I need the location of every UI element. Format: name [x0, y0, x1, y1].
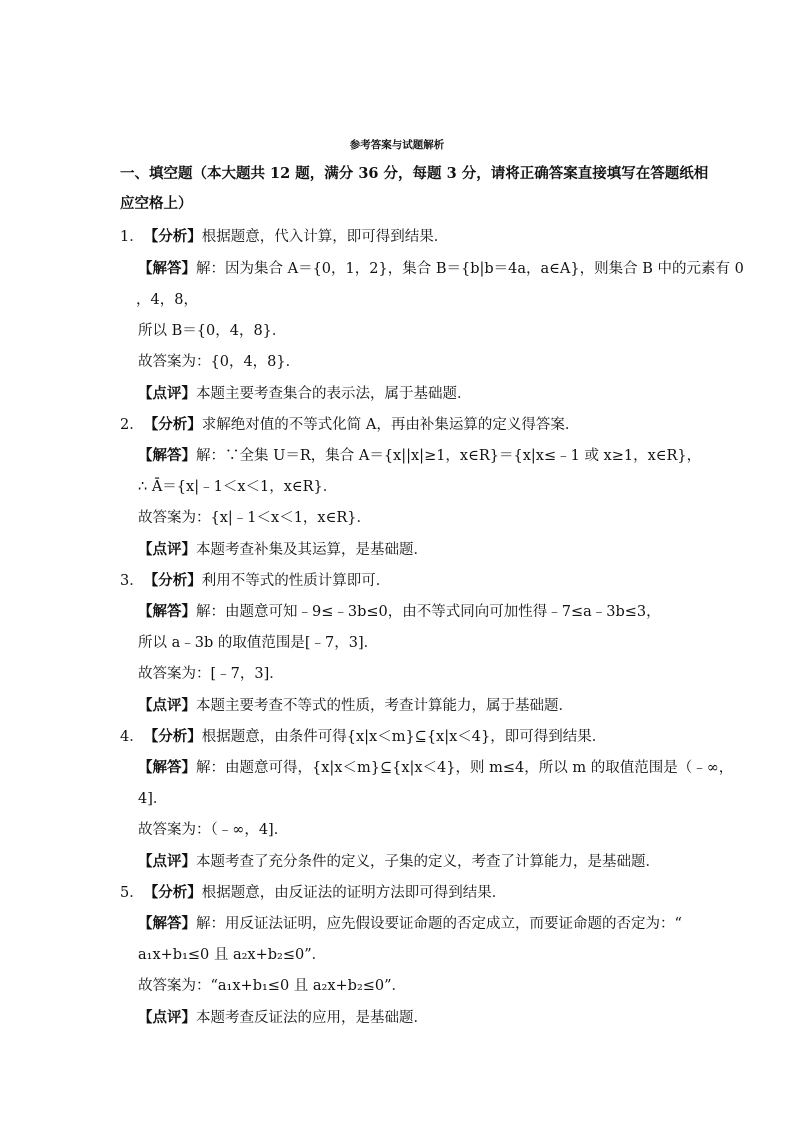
item-1-analysis	[120, 228, 448, 246]
answer-text: 解：∵全集 U＝R，集合 A＝{x||x|≥1，x∈R}＝{x|x≤﹣1 或 x≥1，x∈R}，	[196, 448, 702, 464]
item-2-comment	[138, 541, 428, 559]
comment-label: 【点评】	[138, 1009, 196, 1026]
analysis-label: 【分析】	[143, 572, 202, 589]
item-number: 1．	[120, 229, 144, 245]
analysis-label: 【分析】	[143, 728, 202, 745]
answer-label: 【解答】	[138, 603, 196, 620]
item-number: 3．	[120, 573, 144, 589]
item-5-analysis	[120, 884, 506, 902]
analysis-text: 根据题意，由反证法的证明方法即可得到结果．	[201, 885, 507, 901]
item-5-final-answer: 故答案为：“a₁x+b₁≤0 且 a₂x+b₂≤0”．	[138, 978, 407, 994]
item-4-answer-line2: 4]．	[138, 791, 168, 807]
item-5-answer	[138, 915, 682, 933]
comment-label: 【点评】	[138, 697, 196, 714]
analysis-label: 【分析】	[143, 416, 202, 433]
answer-label: 【解答】	[138, 759, 196, 776]
item-3-final-answer: 故答案为：[﹣7，3]．	[138, 666, 284, 682]
item-number: 2．	[120, 417, 144, 433]
item-1-final-answer: 故答案为：{0，4，8}．	[138, 354, 301, 370]
comment-text: 本题主要考查不等式的性质，考查计算能力，属于基础题．	[196, 698, 573, 714]
comment-label: 【点评】	[138, 853, 196, 870]
answer-label: 【解答】	[138, 915, 196, 932]
item-2-analysis	[120, 416, 579, 434]
answer-text: 解：由题意可知﹣9≤﹣3b≤0，由不等式同向可加性得﹣7≤a﹣3b≤3，	[196, 604, 661, 620]
comment-label: 【点评】	[138, 541, 196, 558]
answer-label: 【解答】	[138, 447, 196, 464]
item-1-answer	[138, 260, 744, 278]
comment-text: 本题主要考查集合的表示法，属于基础题．	[196, 386, 472, 402]
comment-text: 本题考查补集及其运算，是基础题．	[196, 542, 428, 558]
analysis-text: 利用不等式的性质计算即可．	[201, 573, 391, 589]
answer-label: 【解答】	[138, 260, 196, 277]
item-4-answer	[138, 759, 733, 777]
analysis-label: 【分析】	[143, 228, 202, 245]
comment-text: 本题考查反证法的应用，是基础题．	[196, 1010, 428, 1026]
comment-text: 本题考查了充分条件的定义，子集的定义，考查了计算能力，是基础题．	[196, 854, 660, 870]
item-4-final-answer: 故答案为：（﹣∞，4]．	[138, 822, 289, 838]
item-2-answer	[138, 447, 701, 465]
item-number: 5．	[120, 885, 144, 901]
item-number: 4．	[120, 729, 144, 745]
section-heading-continued: 应空格上）	[120, 195, 193, 212]
analysis-text: 根据题意，由条件可得{x|x＜m}⊆{x|x＜4}，即可得到结果．	[201, 729, 607, 745]
item-3-answer	[138, 603, 661, 621]
item-5-answer-line2: a₁x+b₁≤0 且 a₂x+b₂≤0”．	[138, 947, 327, 963]
answer-text: 解：用反证法证明，应先假设要证命题的否定成立，而要证命题的否定为：“	[196, 916, 682, 932]
item-2-answer-line2: ∴ Ā＝{x|﹣1＜x＜1，x∈R}．	[138, 479, 338, 495]
item-2-final-answer: 故答案为：{x|﹣1＜x＜1，x∈R}．	[138, 510, 371, 526]
item-1-answer-line2: ，4，8，	[136, 292, 198, 308]
item-4-comment	[138, 853, 660, 871]
document-title: 参考答案与试题解析	[349, 139, 445, 151]
answer-text: 解：因为集合 A＝{0，1，2}，集合 B＝{b|b＝4a，a∈A}，则集合 B 中的元素有 0	[196, 261, 744, 277]
item-5-comment	[138, 1009, 428, 1027]
item-4-analysis	[120, 728, 606, 746]
section-heading: 一、填空题（本大题共 12 题，满分 36 分，每题 3 分，请将正确答案直接填写在答题纸相	[120, 165, 709, 182]
item-3-analysis	[120, 572, 390, 590]
analysis-text: 根据题意，代入计算，即可得到结果．	[201, 229, 449, 245]
answer-text: 解：由题意可得，{x|x＜m}⊆{x|x＜4}，则 m≤4，所以 m 的取值范围是（﹣∞，	[196, 760, 734, 776]
analysis-text: 求解绝对值的不等式化简 A，再由补集运算的定义得答案．	[201, 417, 580, 433]
comment-label: 【点评】	[138, 385, 196, 402]
item-3-answer-line2: 所以 a﹣3b 的取值范围是[﹣7，3]．	[138, 635, 379, 651]
analysis-label: 【分析】	[143, 884, 202, 901]
item-3-comment	[138, 697, 573, 715]
item-1-answer-line3: 所以 B＝{0，4，8}．	[138, 323, 287, 339]
item-1-comment	[138, 385, 472, 403]
